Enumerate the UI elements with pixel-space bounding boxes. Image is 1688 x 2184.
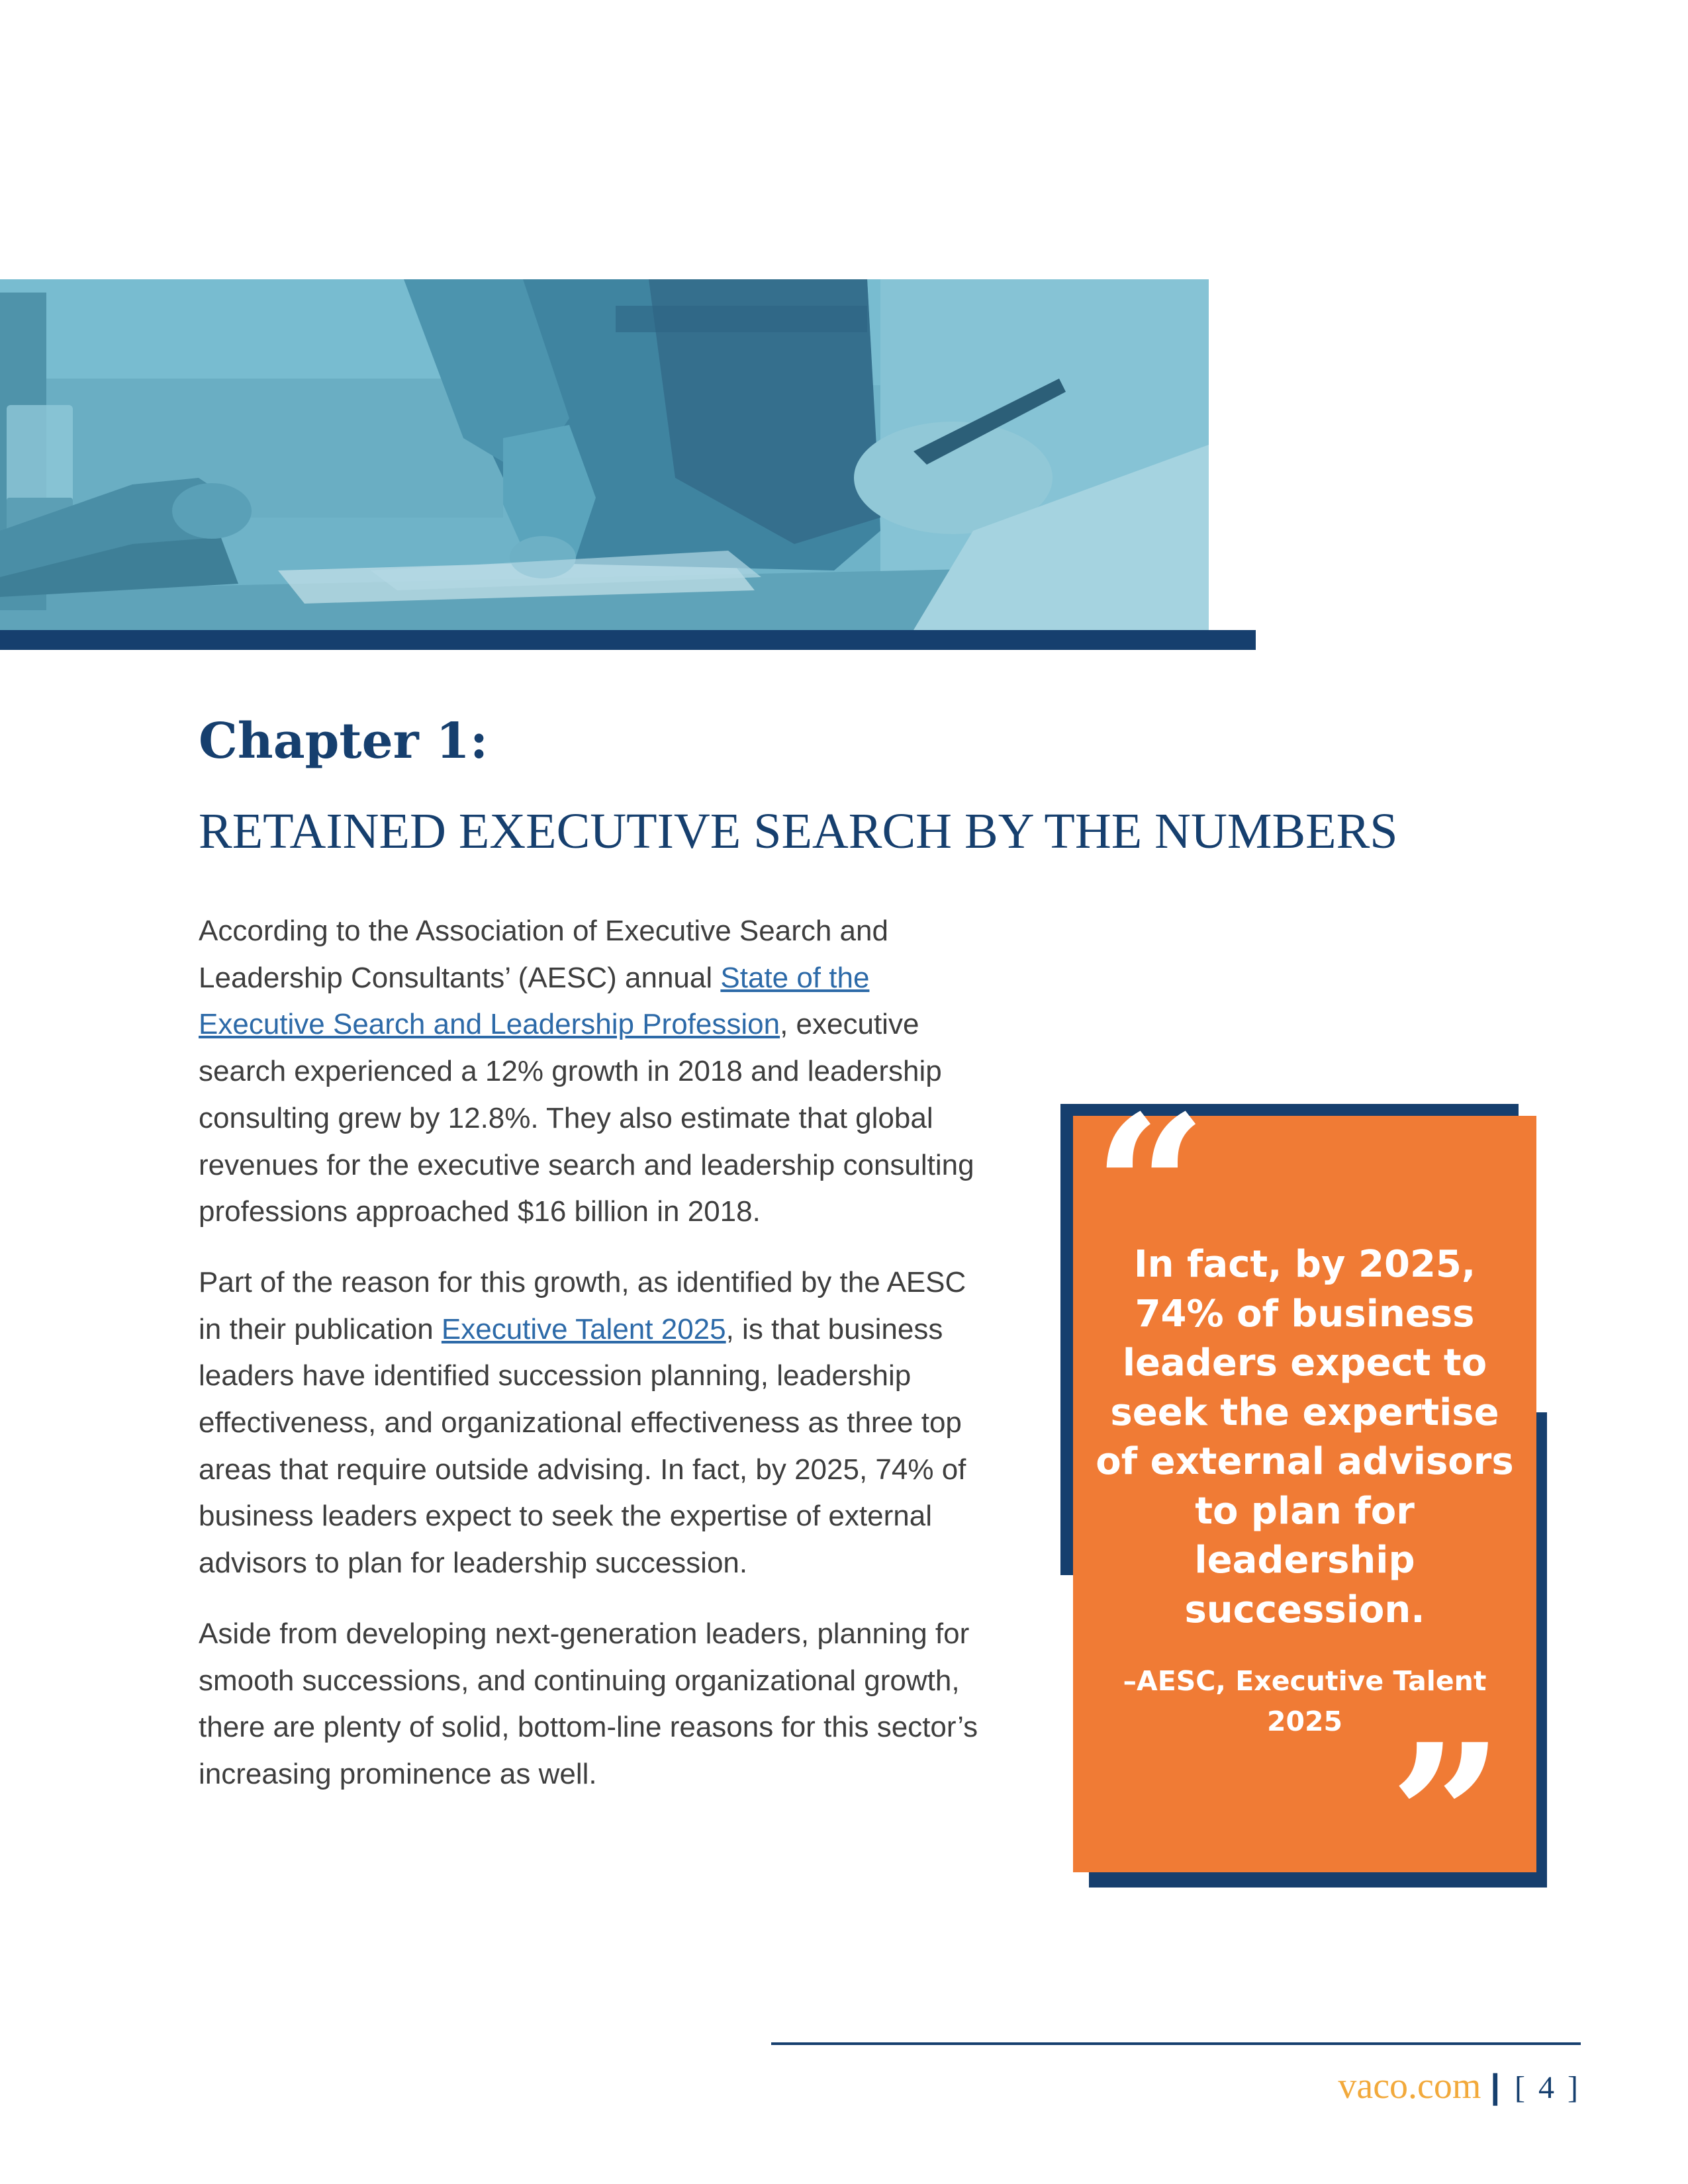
paragraph-2-text: Part of the reason for this growth, as identified by the AESC in their publication bbox=[199, 1265, 966, 1345]
paragraph-1-text: According to the Association of Executive Search and Leadership Consultants’ (AESC) annual bbox=[199, 915, 888, 994]
hero-accent-bar bbox=[0, 630, 1256, 650]
pull-quote-source: –AESC, Executive Talent 2025 bbox=[1123, 1665, 1487, 1737]
pull-quote bbox=[1073, 1071, 1536, 1934]
state-of-profession-link[interactable]: State of the Executive Search and Leadership Profession bbox=[199, 961, 870, 1041]
footer-website: vaco.com bbox=[1338, 2066, 1481, 2107]
chapter-title: Chapter 1: bbox=[199, 713, 489, 770]
footer-divider bbox=[771, 2042, 1581, 2045]
paragraph-2-text-end: , is that business leaders have identified succession planning, leadership effectiveness, and organizational effectiveness as three top areas that require outside advising. In fact, by 2025, 74% of business leaders expect to seek the expertise of external advisors to plan for leadership succession. bbox=[199, 1312, 966, 1580]
footer-separator: | bbox=[1490, 2068, 1501, 2106]
paragraph-1 bbox=[199, 908, 983, 1236]
hero-photo bbox=[0, 279, 1209, 630]
page-number: [ 4 ] bbox=[1515, 2070, 1581, 2105]
footer bbox=[1338, 2065, 1581, 2111]
pull-quote-text: In fact, by 2025, 74% of business leaders expect to seek the expertise of external advisors to plan for leadership succession. bbox=[1096, 1243, 1514, 1631]
executive-talent-2025-link[interactable]: Executive Talent 2025 bbox=[441, 1312, 726, 1345]
paragraph-1-text-end: , executive search experienced a 12% growth in 2018 and leadership consulting grew by 12.8%. They also estimate that global revenues for the executive search and leadership consulting professions approached $16 billion in 2018. bbox=[199, 1008, 974, 1228]
paragraph-3: Aside from developing next-generation leaders, planning for smooth successions, and continuing organizational growth, there are plenty of solid, bottom-line reasons for this sector’s increasing prominence as well. bbox=[199, 1617, 978, 1790]
close-quote-icon: ” bbox=[1389, 1700, 1504, 1934]
office-desk-photo-icon bbox=[0, 279, 1209, 630]
body-copy bbox=[199, 908, 983, 1822]
chapter-subtitle: RETAINED EXECUTIVE SEARCH BY THE NUMBERS bbox=[199, 803, 1398, 859]
paragraph-2 bbox=[199, 1259, 983, 1587]
open-quote-icon: “ bbox=[1093, 1071, 1207, 1305]
